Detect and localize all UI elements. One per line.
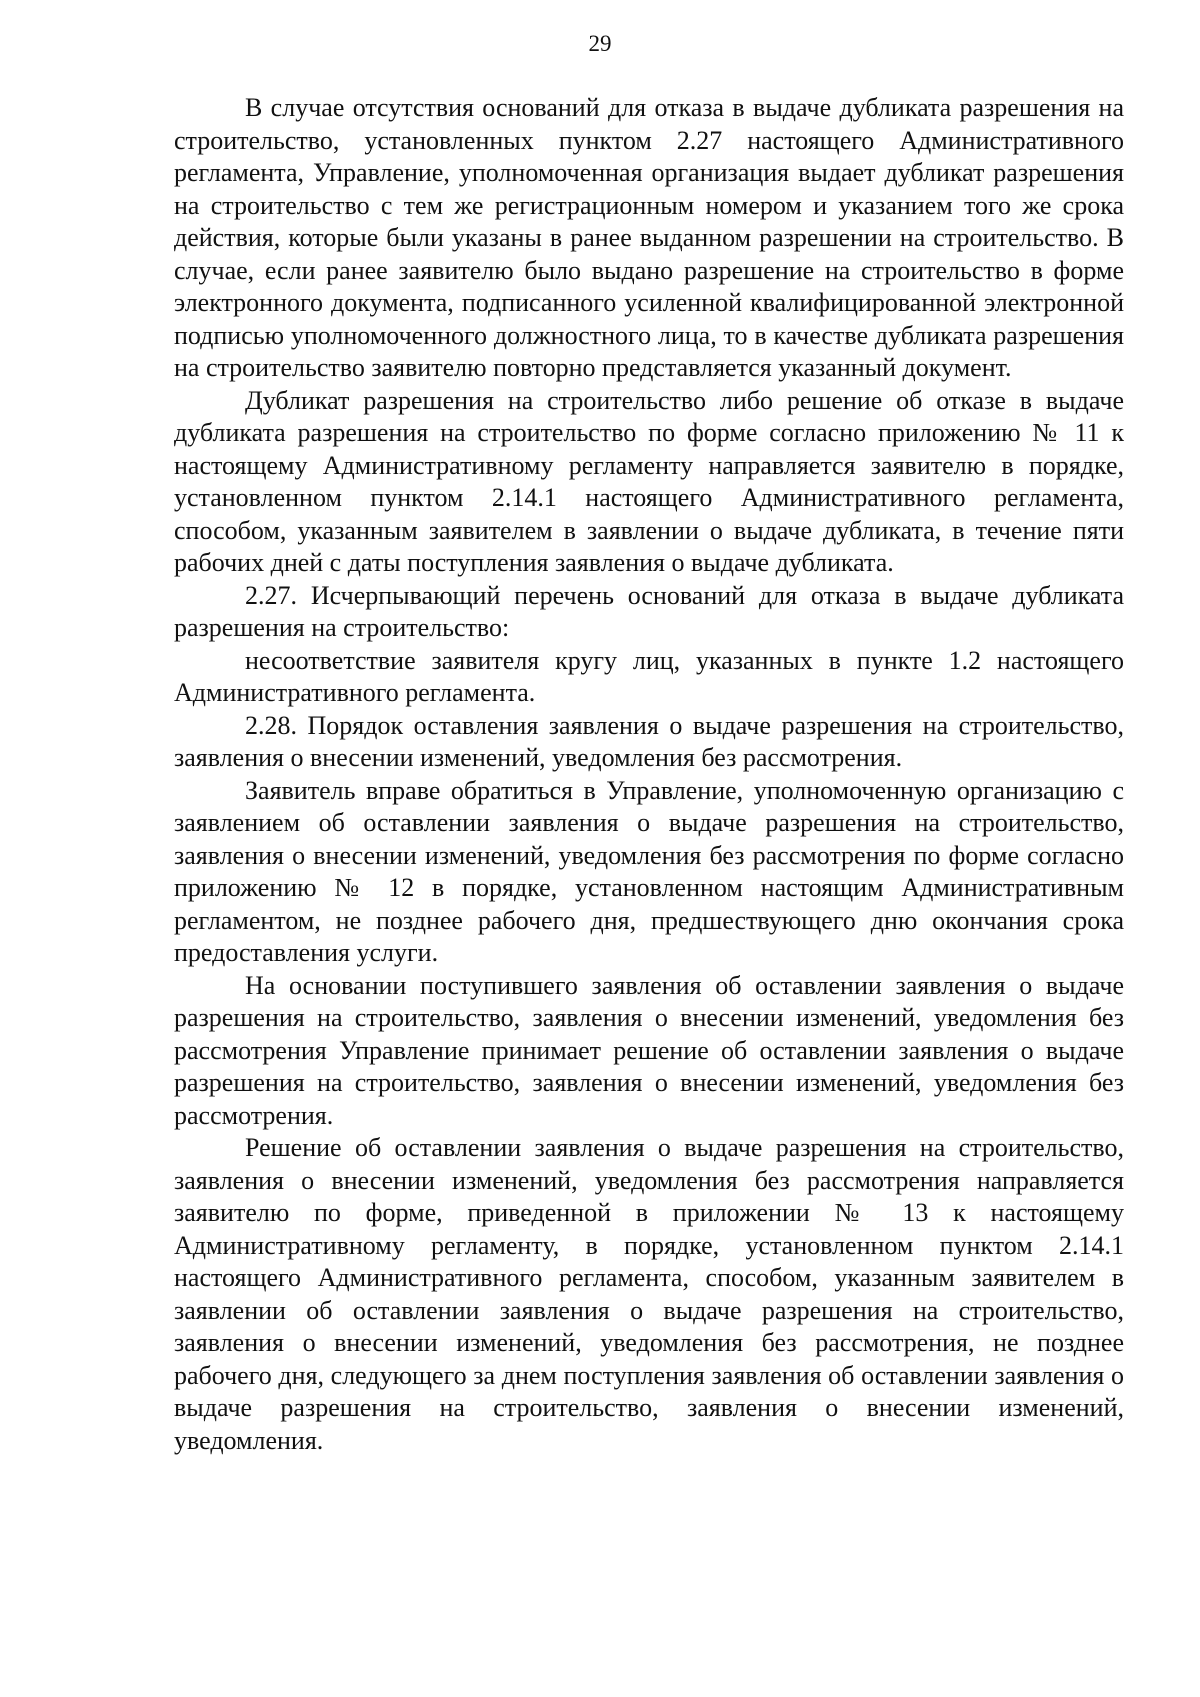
paragraph-duplicate-issuance: В случае отсутствия оснований для отказа в выдаче дубликата разрешения на строительство, установленных пунктом 2.27 настоящего Административного регламента, Управление, уполномоченная организация выдает дубликат разрешения на строительство с тем же регистрационным номером и указанием того же срока действия, которые были указаны в ранее выданном разрешении на строительство. В случае, если ранее заявителю было выдано разрешение на строительство в форме электронного документа, подписанного усиленной квалифицированной электронной подписью уполномоченного должностного лица, то в качестве дубликата разрешения на строительство заявителю повторно представляется указанный документ. [174,93,1124,382]
paragraph-section-2-28: 2.28. Порядок оставления заявления о выдаче разрешения на строительство, заявления о внесении изменений, уведомления без рассмотрения. [174,710,1124,772]
document-body [174,92,1124,1457]
paragraph-duplicate-delivery: Дубликат разрешения на строительство либо решение об отказе в выдаче дубликата разрешения на строительство по форме согласно приложению № 11 к настоящему Административному регламенту направляется заявителю в порядке, установленном пунктом 2.14.1 настоящего Административного регламента, способом, указанным заявителем в заявлении о выдаче дубликата, в течение пяти рабочих дней с даты поступления заявления о выдаче дубликата. [174,385,1124,577]
page-number: 29 [588,31,612,56]
paragraph-refusal-ground: несоответствие заявителя кругу лиц, указанных в пункте 1.2 настоящего Административного регламента. [174,645,1124,707]
paragraph-section-2-27: 2.27. Исчерпывающий перечень оснований для отказа в выдаче дубликата разрешения на строительство: [174,580,1124,642]
paragraph-applicant-right: Заявитель вправе обратиться в Управление, уполномоченную организацию с заявлением об оставлении заявления о выдаче разрешения на строительство, заявления о внесении изменений, уведомления без рассмотрения по форме согласно приложению № 12 в порядке, установленном настоящим Административным регламентом, не позднее рабочего дня, предшествующего дню окончания срока предоставления услуги. [174,775,1124,967]
paragraph-decision-basis: На основании поступившего заявления об оставлении заявления о выдаче разрешения на строительство, заявления о внесении изменений, уведомления без рассмотрения Управление принимает решение об оставлении заявления о выдаче разрешения на строительство, заявления о внесении изменений, уведомления без рассмотрения. [174,970,1124,1130]
paragraph-decision-delivery: Решение об оставлении заявления о выдаче разрешения на строительство, заявления о внесении изменений, уведомления без рассмотрения направляется заявителю по форме, приведенной в приложении № 13 к настоящему Административному регламенту, в порядке, установленном пунктом 2.14.1 настоящего Административного регламента, способом, указанным заявителем в заявлении об оставлении заявления о выдаче разрешения на строительство, заявления о внесении изменений, уведомления без рассмотрения, не позднее рабочего дня, следующего за днем поступления заявления об оставлении заявления о выдаче разрешения на строительство, заявления о внесении изменений, уведомления. [174,1133,1124,1455]
